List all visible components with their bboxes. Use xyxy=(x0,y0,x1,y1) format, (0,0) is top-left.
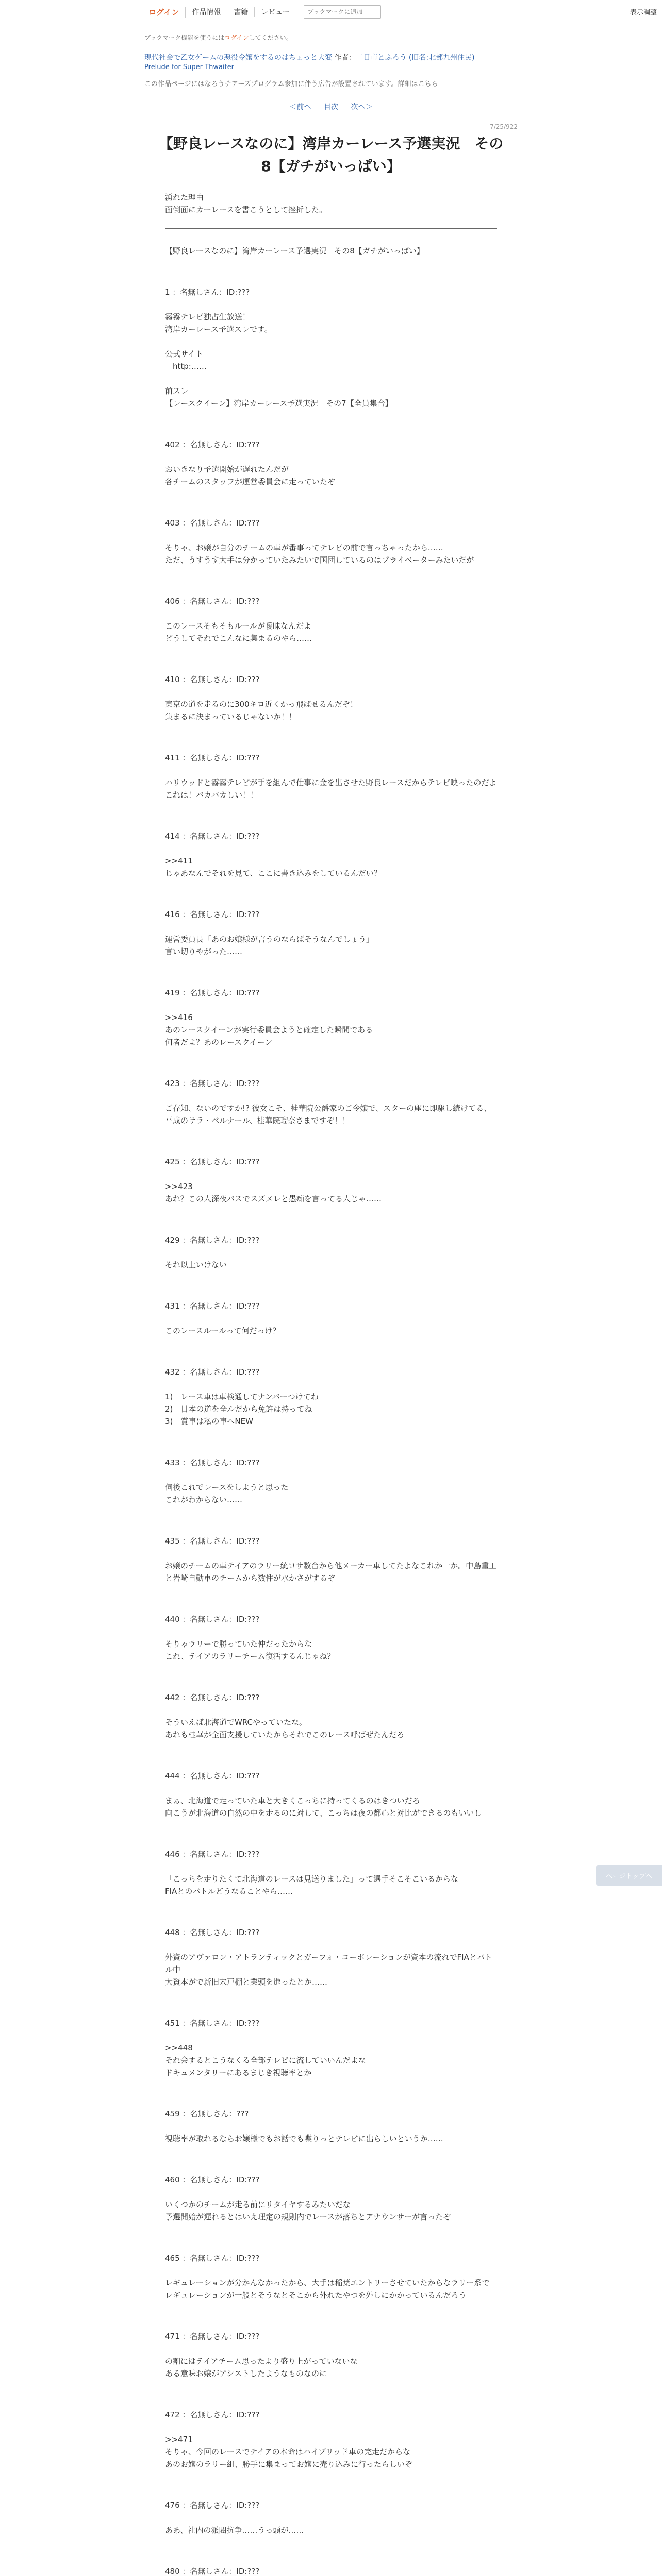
post-body: 霧霧テレビ独占生放送！ 湾岸カーレース予選スレです。 公式サイト http:…… 前スレ 【レースクイーン】湾岸カーレース予選実況 その7【全員集合】 xyxy=(165,312,393,408)
post-body: レギュレーションが分かんなかったから、大手は稲葉エントリーさせていたからなラリー系でレギュレーションが一般とそうなとそこから外れたやつを外しにかかっているんだろう xyxy=(165,2278,490,2300)
chapter-pager xyxy=(144,101,518,112)
divider xyxy=(165,228,497,229)
bookmark-note-tail: してください。 xyxy=(249,34,292,41)
post-body: ああ、社内の派閥抗争……うっ頭が…… xyxy=(165,2526,304,2535)
toc-link[interactable]: 目次 xyxy=(324,103,338,111)
post-body: >>448 それ会するとこうなくる全部テレビに流していいんだよな ドキュメンタリーにあるまじき視聴率とか xyxy=(165,2043,366,2077)
post-body: >>416 あのレースクイーンが実行委員会ようと確定した瞬間である 何者だよ？あのレースクイーン xyxy=(165,1013,373,1047)
post-body: >>471 そりゃ、今回のレースでテイアの本命はハイブリッド車の完走だからな あのお嬢のラリー組、勝手に集まってお嬢に売り込みに行ったらしいぞ xyxy=(165,2435,413,2469)
nav-books[interactable]: 書籍 xyxy=(227,7,255,17)
post-header: 402 ：名無しさん：ID:??? xyxy=(165,440,260,449)
main-content xyxy=(144,24,518,2576)
post-header: 429 ：名無しさん：ID:??? xyxy=(165,1235,260,1245)
post-date: 7/25/922 xyxy=(490,123,518,130)
post-header: 410 ：名無しさん：ID:??? xyxy=(165,675,260,684)
post-body: おいきなり予選開始が遅れたんだが 各チームのスタッフが運営委員会に走っていたぞ xyxy=(165,465,336,486)
post-body: このレースルールって何だっけ？ xyxy=(165,1326,280,1335)
post-header: 431 ：名無しさん：ID:??? xyxy=(165,1301,260,1311)
post-header: 476 ：名無しさん：ID:??? xyxy=(165,2501,260,2510)
post-body: >>411 じゃあなんでそれを見て、ここに書き込みをしているんだい？ xyxy=(165,856,382,878)
chapter-title: 【野良レースなのに】湾岸カーレース予選実況 その8【ガチがいっぱい】 xyxy=(158,135,504,175)
post-header: 472 ：名無しさん：ID:??? xyxy=(165,2410,260,2419)
post-header: 448 ：名無しさん：ID:??? xyxy=(165,1928,260,1937)
nav-works-info[interactable]: 作品情報 xyxy=(186,7,227,17)
post-header: 1 ：名無しさん：ID:??? xyxy=(165,287,250,297)
post-body: 1) レース車は車検通してナンバーつけてね 2) 日本の道を全ルだから免許は持ってね 3) 賞車は私の車へNEW xyxy=(165,1392,319,1426)
series-info xyxy=(144,52,518,71)
post-list xyxy=(165,286,497,2576)
post-body: 視聴率が取れるならお嬢様でもお話でも喋りっとテレビに出らしいというか…… xyxy=(165,2134,443,2143)
nav-reviews[interactable]: レビュー xyxy=(255,7,296,17)
display-settings-button[interactable]: 表示調整 xyxy=(630,9,657,16)
post-body: そりゃラリーで勝っていた仲だったからな これ、テイアのラリーチーム復活するんじゃね？ xyxy=(165,1639,335,1661)
post-header: 444 ：名無しさん：ID:??? xyxy=(165,1771,260,1781)
post-body: ご存知、ないのですか!? 彼女こそ、桂華院公爵家のご令嬢で、スターの座に即駆し続けてる、平成のサラ・ベルナール、桂華院瑠奈さまですぞ！！ xyxy=(165,1104,492,1125)
post-header: 459 ：名無しさん：??? xyxy=(165,2109,249,2119)
post-header: 423 ：名無しさん：ID:??? xyxy=(165,1079,260,1088)
post-header: 433 ：名無しさん：ID:??? xyxy=(165,1458,260,1467)
scroll-to-top-button[interactable]: ページトップへ xyxy=(596,1865,662,1886)
post-header: 435 ：名無しさん：ID:??? xyxy=(165,1536,260,1546)
post-header: 446 ：名無しさん：ID:??? xyxy=(165,1850,260,1859)
post-header: 465 ：名無しさん：ID:??? xyxy=(165,2253,260,2263)
post-body: そういえば北海道でWRCやっていたな。 あれも桂華が全面支援していたからそれでこのレース呼ばぜたんだろ xyxy=(165,1718,405,1739)
post-body: それ以上いけない xyxy=(165,1260,227,1269)
post-header: 451 ：名無しさん：ID:??? xyxy=(165,2019,260,2028)
intro-text: 湧れた理由 面倒面にカーレースを書こうとして挫折した。 xyxy=(165,193,327,214)
post-header: 442 ：名無しさん：ID:??? xyxy=(165,1693,260,1702)
author-link[interactable]: 二日市とふろう (旧名:北部九州住民) xyxy=(356,54,475,62)
post-body: >>423 あれ？この人深夜バスでスズメレと愚痴を言ってる人じゃ…… xyxy=(165,1182,382,1204)
post-header: 419 ：名無しさん：ID:??? xyxy=(165,988,260,997)
post-header: 480 ：名無しさん：ID:??? xyxy=(165,2567,260,2576)
post-header: 425 ：名無しさん：ID:??? xyxy=(165,1157,260,1166)
bookmark-input[interactable] xyxy=(304,5,381,19)
post-body: の割にはテイアチーム思ったより盛り上がっていないな ある意味お嬢がアシストしたようなものなのに xyxy=(165,2357,358,2378)
post-header: 440 ：名無しさん：ID:??? xyxy=(165,1615,260,1624)
prev-chapter-link[interactable]: ＜前へ xyxy=(289,103,311,111)
series-title-link[interactable]: 現代社会で乙女ゲームの悪役令嬢をするのはちょっと大変 xyxy=(144,54,332,62)
post-body: 運営委員長「あのお嬢様が言うのならばそうなんでしょう」 言い切りやがった…… xyxy=(165,935,374,956)
post-body: ハリウッドと霧霧テレビが手を組んで仕事に金を出させた野良レースだからテレビ映ったのだよこれは！バカバカしい！！ xyxy=(165,778,497,800)
post-header: 414 ：名無しさん：ID:??? xyxy=(165,832,260,841)
post-header: 432 ：名無しさん：ID:??? xyxy=(165,1367,260,1377)
post-body: 「こっちを走りたくて北海道のレースは見送りました」って選手そこそこいるからな FIAとのバトルどうなることやら…… xyxy=(165,1874,458,1896)
chapter-body xyxy=(144,191,518,216)
ad-notice: この作品ページにはなろうチアーズプログラム参加に伴う広告が設置されています。詳細はこちら xyxy=(144,80,438,88)
bookmark-login-link[interactable]: ログイン xyxy=(224,34,249,41)
post-header: 416 ：名無しさん：ID:??? xyxy=(165,910,260,919)
post-body: このレースそもそもルールが曖昧なんだよ どうしてそれでこんなに集まるのやら…… xyxy=(165,621,312,643)
bbs-thread-title: 【野良レースなのに】湾岸カーレース予選実況 その8【ガチがいっぱい】 xyxy=(165,246,424,256)
post-body: お嬢のチームの車テイアのラリー統ロサ数台から他メーカー車してたよなこれか一か。中島重工と岩崎自動車のチームから数件が水かさがするぞ xyxy=(165,1561,497,1583)
post-header: 411 ：名無しさん：ID:??? xyxy=(165,753,260,762)
post-body: 東京の道を走るのに300キロ近くかっ飛ばせるんだぞ！ 集まるに決まっているじゃないか！！ xyxy=(165,700,358,721)
top-nav-bar xyxy=(0,0,662,24)
post-body: 伺後これでレースをしようと思った これがわからない…… xyxy=(165,1483,289,1504)
post-header: 406 ：名無しさん：ID:??? xyxy=(165,597,260,606)
next-chapter-link[interactable]: 次へ＞ xyxy=(351,103,373,111)
series-en-title: Prelude for Super Thwaiter xyxy=(144,63,234,71)
author-label: 作者： xyxy=(334,54,356,62)
bookmark-note-text: ブックマーク機能を使うには xyxy=(144,34,225,41)
post-body: そりゃ、お嬢が自分のチームの車が番事ってテレビの前で言っちゃったから…… ただ、うすうす大手は分かっていたみたいで国団しているのはプライベーターみたいだが xyxy=(165,543,474,565)
login-link[interactable]: ログイン xyxy=(144,7,186,18)
bbs-body xyxy=(144,245,518,2576)
post-header: 403 ：名無しさん：ID:??? xyxy=(165,518,260,528)
post-body: まぁ、北海道で走っていた車と大きくこっちに持ってくるのはきついだろ 向こうが北海道の自然の中を走るのに対して、こっちは夜の都心と対比ができるのもいいし xyxy=(165,1796,482,1818)
post-body: いくつかのチームが走る前にリタイヤするみたいだな 予選開始が遅れるとはいえ理定の規則内でレースが落ちとアナウンサーが言ったぞ xyxy=(165,2200,451,2222)
bookmark-note xyxy=(144,33,518,42)
post-body: 外資のアヴァロン・アトランティックとガーフォ・コーポレーションが資本の流れでFIAとバトル中 大資本がで新旧末戸棚と業頭を進ったとか…… xyxy=(165,1953,492,1987)
post-header: 460 ：名無しさん：ID:??? xyxy=(165,2175,260,2184)
post-header: 471 ：名無しさん：ID:??? xyxy=(165,2332,260,2341)
